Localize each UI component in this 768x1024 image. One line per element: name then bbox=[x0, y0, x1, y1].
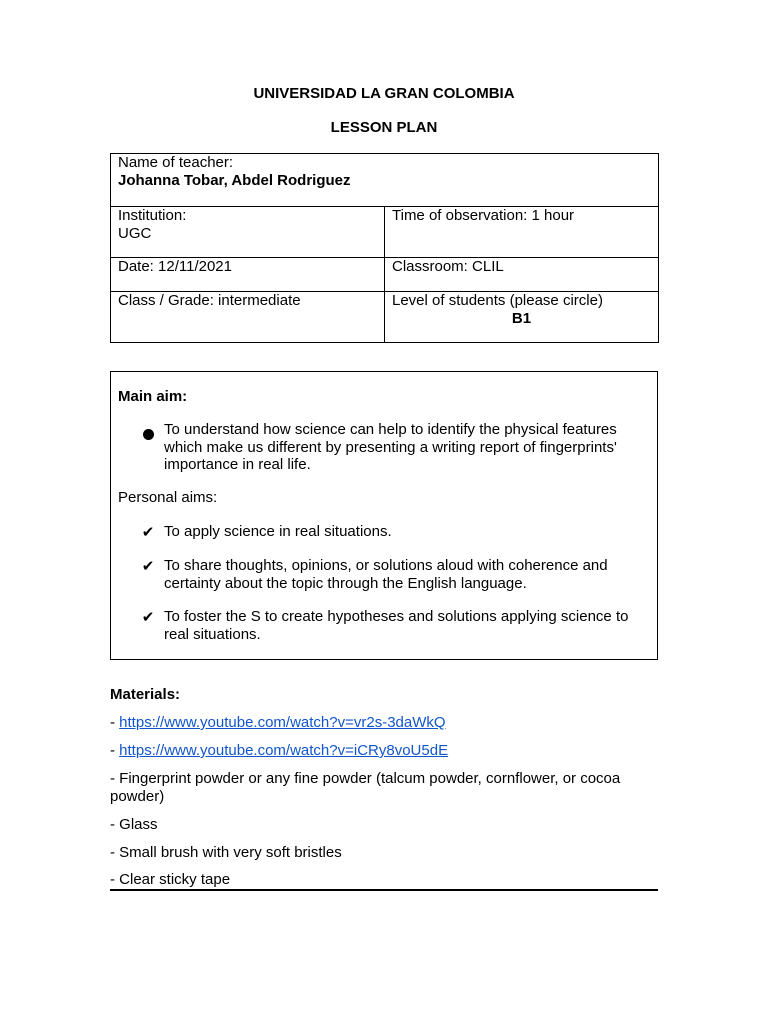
teacher-value: Johanna Tobar, Abdel Rodriguez bbox=[118, 172, 351, 189]
personal-aim-item: To share thoughts, opinions, or solutions aloud with coherence and certainty about the topic through the English language. bbox=[164, 557, 608, 592]
class-grade-cell bbox=[111, 292, 385, 343]
level-cell bbox=[385, 292, 659, 343]
bottom-divider bbox=[110, 889, 658, 891]
personal-aim-item: To foster the S to create hypotheses and solutions applying science to real situations. bbox=[164, 608, 629, 643]
video-link-1[interactable]: https://www.youtube.com/watch?v=vr2s-3daWkQ bbox=[119, 714, 446, 731]
teacher-label: Name of teacher: bbox=[118, 154, 234, 171]
material-link-row bbox=[110, 742, 658, 760]
material-item: - Fingerprint powder or any fine powder (talcum powder, cornflower, or cocoa powder) bbox=[110, 770, 621, 805]
teacher-cell bbox=[111, 154, 659, 207]
main-aim-heading: Main aim: bbox=[118, 388, 188, 405]
classroom-text: Classroom: CLIL bbox=[392, 258, 504, 275]
checkmark-icon: ✔ bbox=[141, 558, 155, 575]
aims-box bbox=[110, 371, 658, 660]
document-title: LESSON PLAN bbox=[330, 119, 438, 136]
level-value: B1 bbox=[511, 310, 532, 327]
table-row bbox=[111, 292, 659, 343]
table-row bbox=[111, 154, 659, 207]
checkmark-icon: ✔ bbox=[141, 524, 155, 541]
time-observation-cell bbox=[385, 207, 659, 258]
material-link-row bbox=[110, 714, 658, 732]
time-observation-text: Time of observation: 1 hour bbox=[392, 207, 575, 224]
institution-label: Institution: bbox=[118, 207, 187, 224]
main-aim-item: To understand how science can help to identify the physical features which make us different by presenting a writing report of fingerprints' importance in real life. bbox=[164, 421, 617, 473]
material-item: - Small brush with very soft bristles bbox=[110, 844, 342, 861]
table-row bbox=[111, 207, 659, 258]
material-item: - Clear sticky tape bbox=[110, 871, 231, 888]
level-label: Level of students (please circle) bbox=[392, 292, 603, 309]
video-link-2[interactable]: https://www.youtube.com/watch?v=iCRy8voU5dE bbox=[119, 742, 449, 759]
date-text: Date: 12/11/2021 bbox=[118, 258, 232, 275]
personal-aim-item: To apply science in real situations. bbox=[164, 523, 392, 540]
materials-heading: Materials: bbox=[110, 686, 181, 703]
class-grade-text: Class / Grade: intermediate bbox=[118, 292, 301, 309]
list-dash: - bbox=[110, 714, 120, 731]
list-dash: - bbox=[110, 742, 120, 759]
material-item: - Glass bbox=[110, 816, 158, 833]
classroom-cell bbox=[385, 258, 659, 292]
institution-value: UGC bbox=[118, 225, 152, 242]
checkmark-icon: ✔ bbox=[141, 609, 155, 626]
date-cell bbox=[111, 258, 385, 292]
university-title: UNIVERSIDAD LA GRAN COLOMBIA bbox=[253, 85, 515, 102]
institution-cell bbox=[111, 207, 385, 258]
table-row bbox=[111, 258, 659, 292]
personal-aims-heading: Personal aims: bbox=[118, 489, 218, 506]
lesson-info-table bbox=[110, 153, 659, 343]
bullet-icon bbox=[141, 424, 155, 444]
